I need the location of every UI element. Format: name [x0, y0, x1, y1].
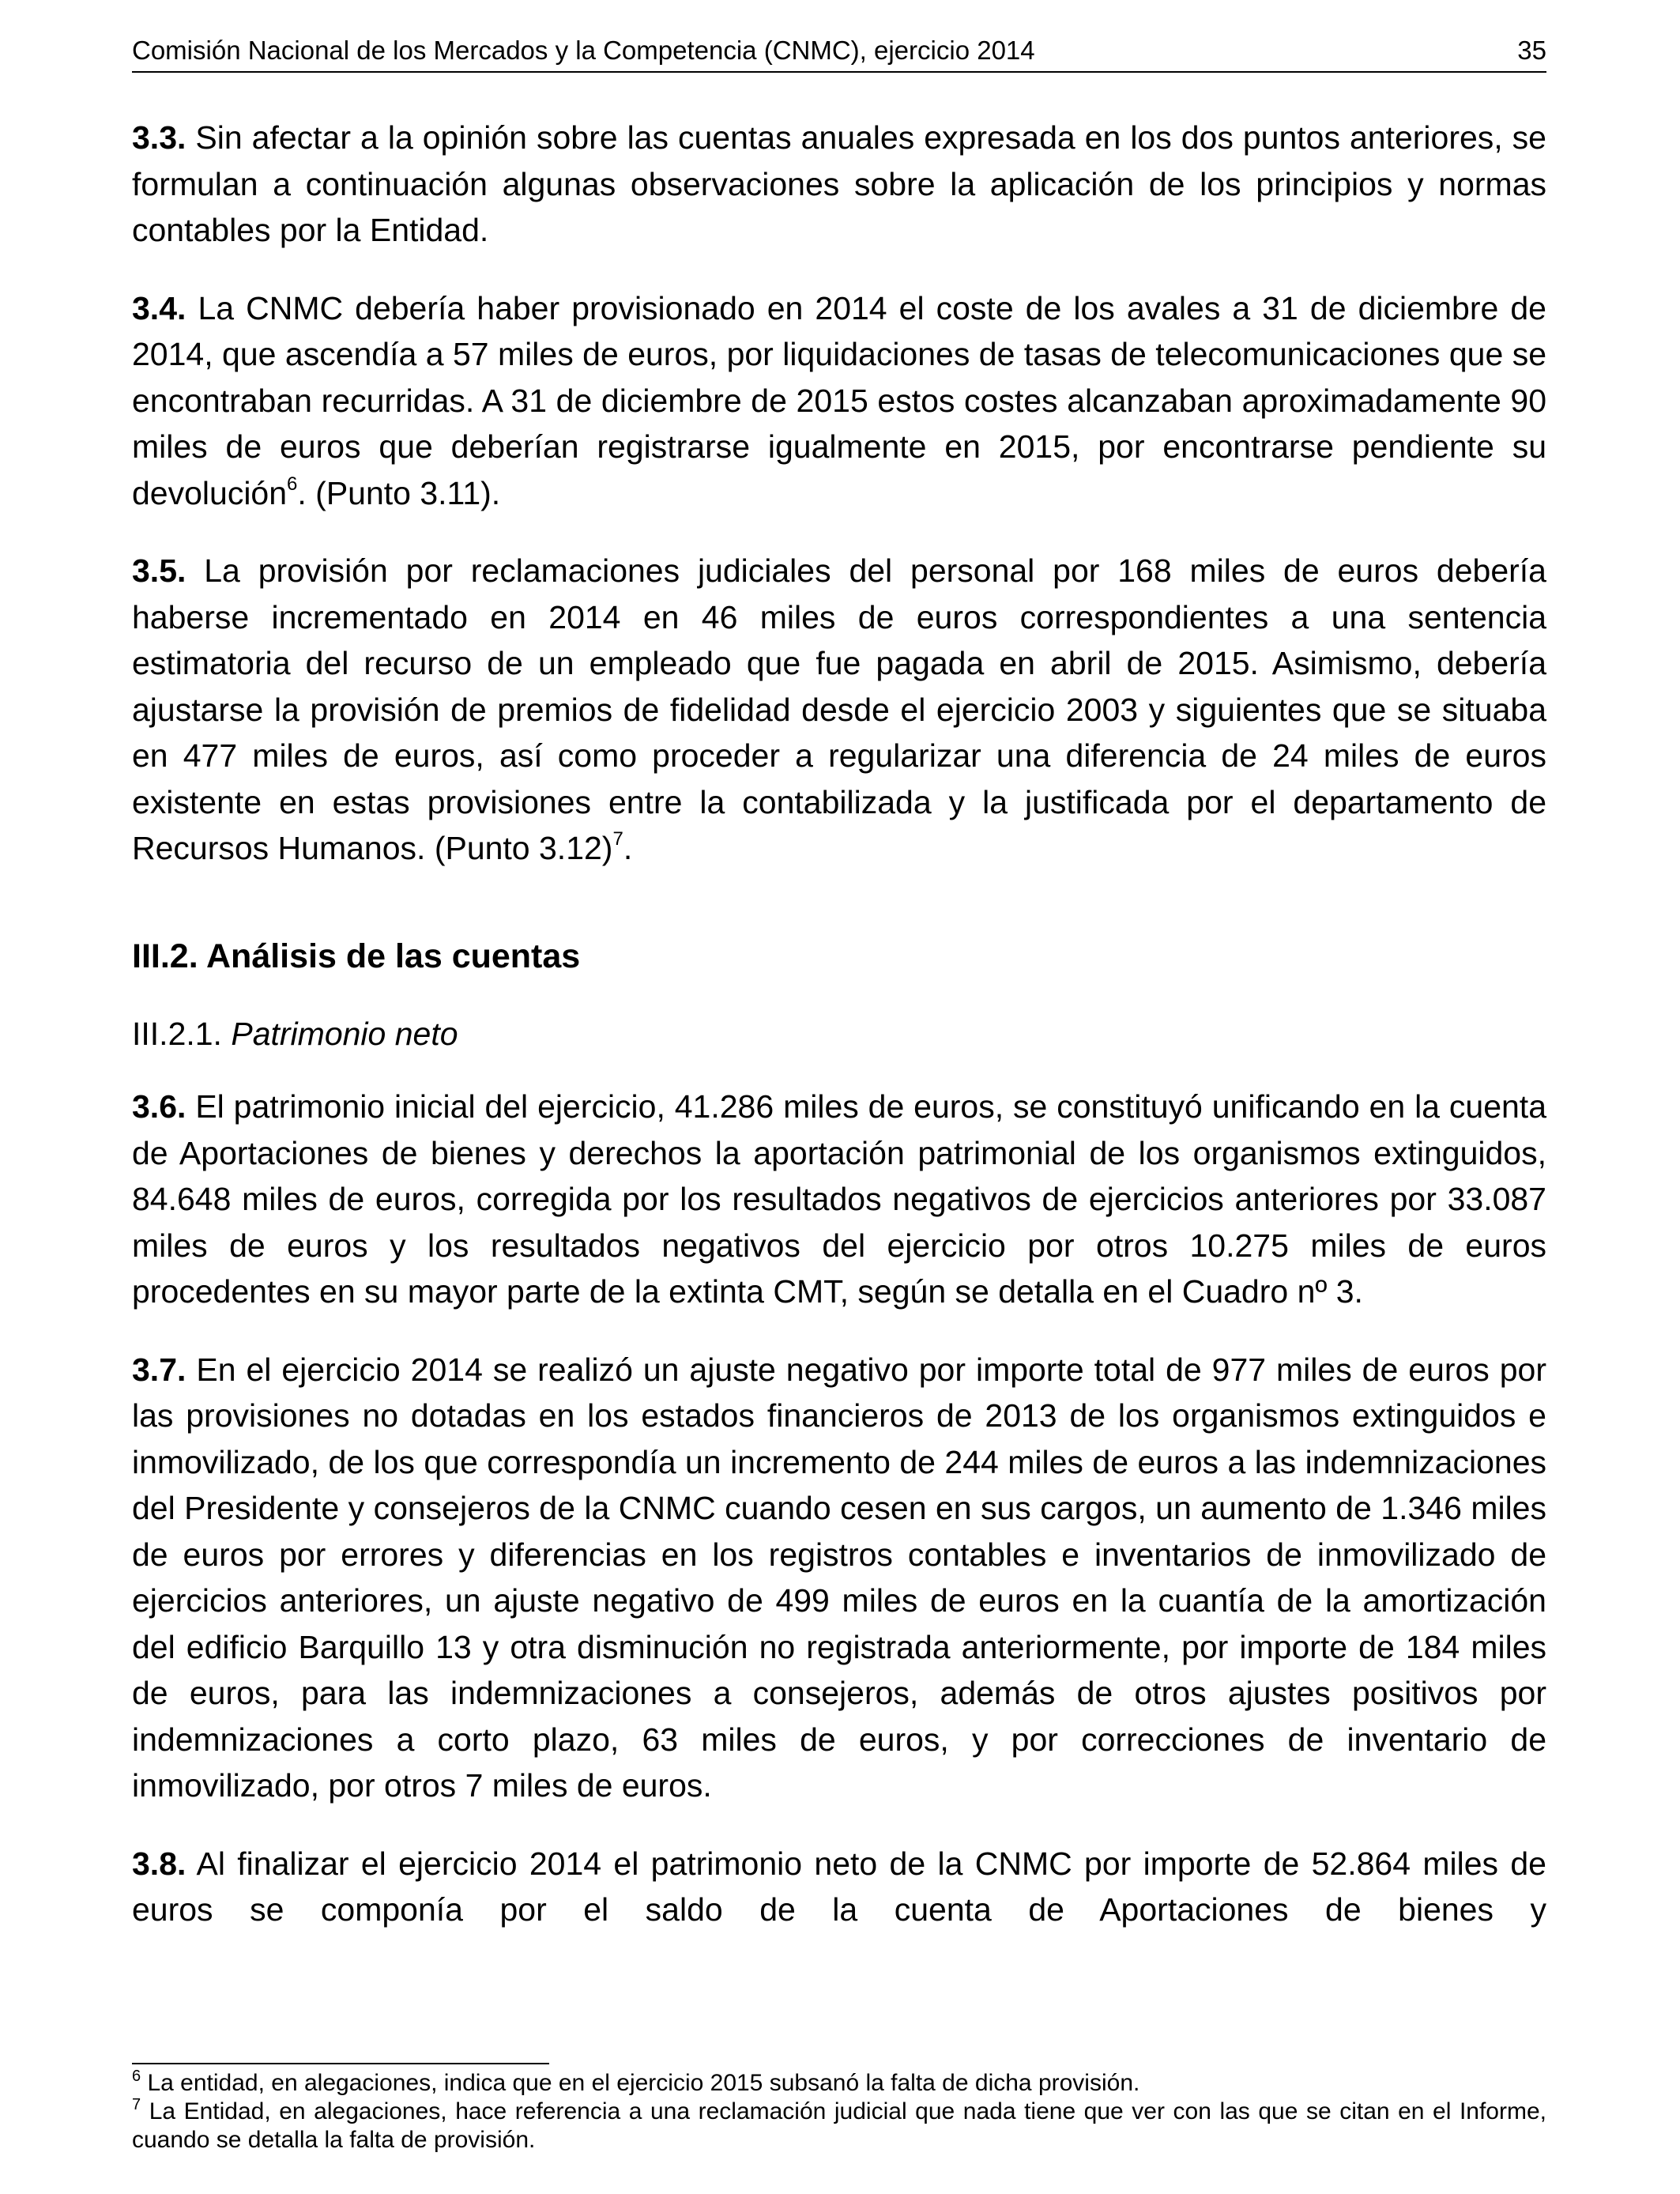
- footnote-text: La Entidad, en alegaciones, hace referencia a una reclamación judicial que nada tiene que ver con las que se citan en el Informe, cuando se detalla la falta de provisión.: [132, 2098, 1546, 2153]
- subsection-title: Patrimonio neto: [231, 1015, 458, 1052]
- footnote-ref-7[interactable]: 7: [612, 828, 623, 850]
- paragraph-tail: . (Punto 3.11).: [297, 474, 501, 511]
- footnote-text: La entidad, en alegaciones, indica que en el ejercicio 2015 subsanó la falta de dicha provisión.: [147, 2070, 1140, 2096]
- paragraph-text: Sin afectar a la opinión sobre las cuentas anuales expresada en los dos puntos anteriores, se formulan a continuación algunas observaciones sobre la aplicación de los principios y normas contables por la Entidad.: [132, 119, 1546, 248]
- footnote-ref-6[interactable]: 6: [287, 473, 298, 495]
- paragraph-3-6: [132, 1084, 1546, 1315]
- paragraph-number: 3.5.: [132, 552, 186, 589]
- footnotes: [132, 2069, 1546, 2154]
- paragraph-number: 3.6.: [132, 1088, 186, 1125]
- paragraph-number: 3.4.: [132, 289, 186, 326]
- paragraph-tail: .: [623, 830, 633, 866]
- document-page: [132, 0, 1546, 2194]
- paragraph-number: 3.7.: [132, 1351, 186, 1388]
- subsection-number: III.2.1.: [132, 1015, 222, 1052]
- footnote-separator: [132, 2063, 549, 2064]
- footnote-6: [132, 2069, 1546, 2098]
- paragraph-number: 3.8.: [132, 1845, 186, 1882]
- paragraph-3-3: [132, 115, 1546, 254]
- paragraph-text: La provisión por reclamaciones judiciales del personal por 168 miles de euros debería haberse incrementado en 2014 en 46 miles de euros correspondientes a una sentencia estimatoria del recurso de un empleado que fue pagada en abril de 2015. Asimismo, debería ajustarse la provisión de premios de fidelidad desde el ejercicio 2003 y siguientes que se situaba en 477 miles de euros, así como proceder a regularizar una diferencia de 24 miles de euros existente en estas provisiones entre la contabilizada y la justificada por el departamento de Recursos Humanos. (Punto 3.12): [132, 552, 1546, 866]
- paragraph-3-8: [132, 1841, 1546, 1933]
- footnote-number: 6: [132, 2068, 141, 2085]
- paragraph-text: La CNMC debería haber provisionado en 2014 el coste de los avales a 31 de diciembre de 2014, que ascendía a 57 miles de euros, por liquidaciones de tasas de telecomunicaciones que se encontraban recurridas. A 31 de diciembre de 2015 estos costes alcanzaban aproximadamente 90 miles de euros que deberían registrarse igualmente en 2015, por encontrarse pendiente su devolución: [132, 289, 1546, 511]
- section-heading: III.2. Análisis de las cuentas: [132, 937, 581, 975]
- paragraph-3-7: [132, 1347, 1546, 1809]
- paragraph-3-4: [132, 285, 1546, 517]
- page-number: 35: [1517, 36, 1546, 65]
- paragraph-text: El patrimonio inicial del ejercicio, 41.286 miles de euros, se constituyó unificando en la cuenta de Aportaciones de bienes y derechos la aportación patrimonial de los organismos extinguidos, 84.648 miles de euros, corregida por los resultados negativos de ejercicios anteriores por 33.087 miles de euros y los resultados negativos del ejercicio por otros 10.275 miles de euros procedentes en su mayor parte de la extinta CMT, según se detalla en el Cuadro nº 3.: [132, 1088, 1546, 1310]
- body-content: [132, 115, 1546, 1965]
- paragraph-text: Al finalizar el ejercicio 2014 el patrimonio neto de la CNMC por importe de 52.864 miles de euros se componía por el saldo de la cuenta de Aportaciones de bienes y: [132, 1845, 1546, 1928]
- subsection-heading: [132, 1011, 1546, 1057]
- footnote-7: [132, 2098, 1546, 2154]
- footnote-number: 7: [132, 2096, 141, 2113]
- paragraph-text: En el ejercicio 2014 se realizó un ajuste negativo por importe total de 977 miles de euros por las provisiones no dotadas en los estados financieros de 2013 de los organismos extinguidos e inmovilizado, de los que correspondía un incremento de 244 miles de euros a las indemnizaciones del Presidente y consejeros de la CNMC cuando cesen en sus cargos, un aumento de 1.346 miles de euros por errores y diferencias en los registros contables e inventarios de inmovilizado de ejercicios anteriores, un ajuste negativo de 499 miles de euros en la cuantía de la amortización del edificio Barquillo 13 y otra disminución no registrada anteriormente, por importe de 184 miles de euros, para las indemnizaciones a consejeros, además de otros ajustes positivos por indemnizaciones a corto plazo, 63 miles de euros, y por correcciones de inventario de inmovilizado, por otros 7 miles de euros.: [132, 1351, 1546, 1804]
- header-title: Comisión Nacional de los Mercados y la Competencia (CNMC), ejercicio 2014: [132, 36, 1035, 65]
- paragraph-number: 3.3.: [132, 119, 186, 156]
- running-header: [132, 35, 1546, 73]
- paragraph-3-5: [132, 548, 1546, 872]
